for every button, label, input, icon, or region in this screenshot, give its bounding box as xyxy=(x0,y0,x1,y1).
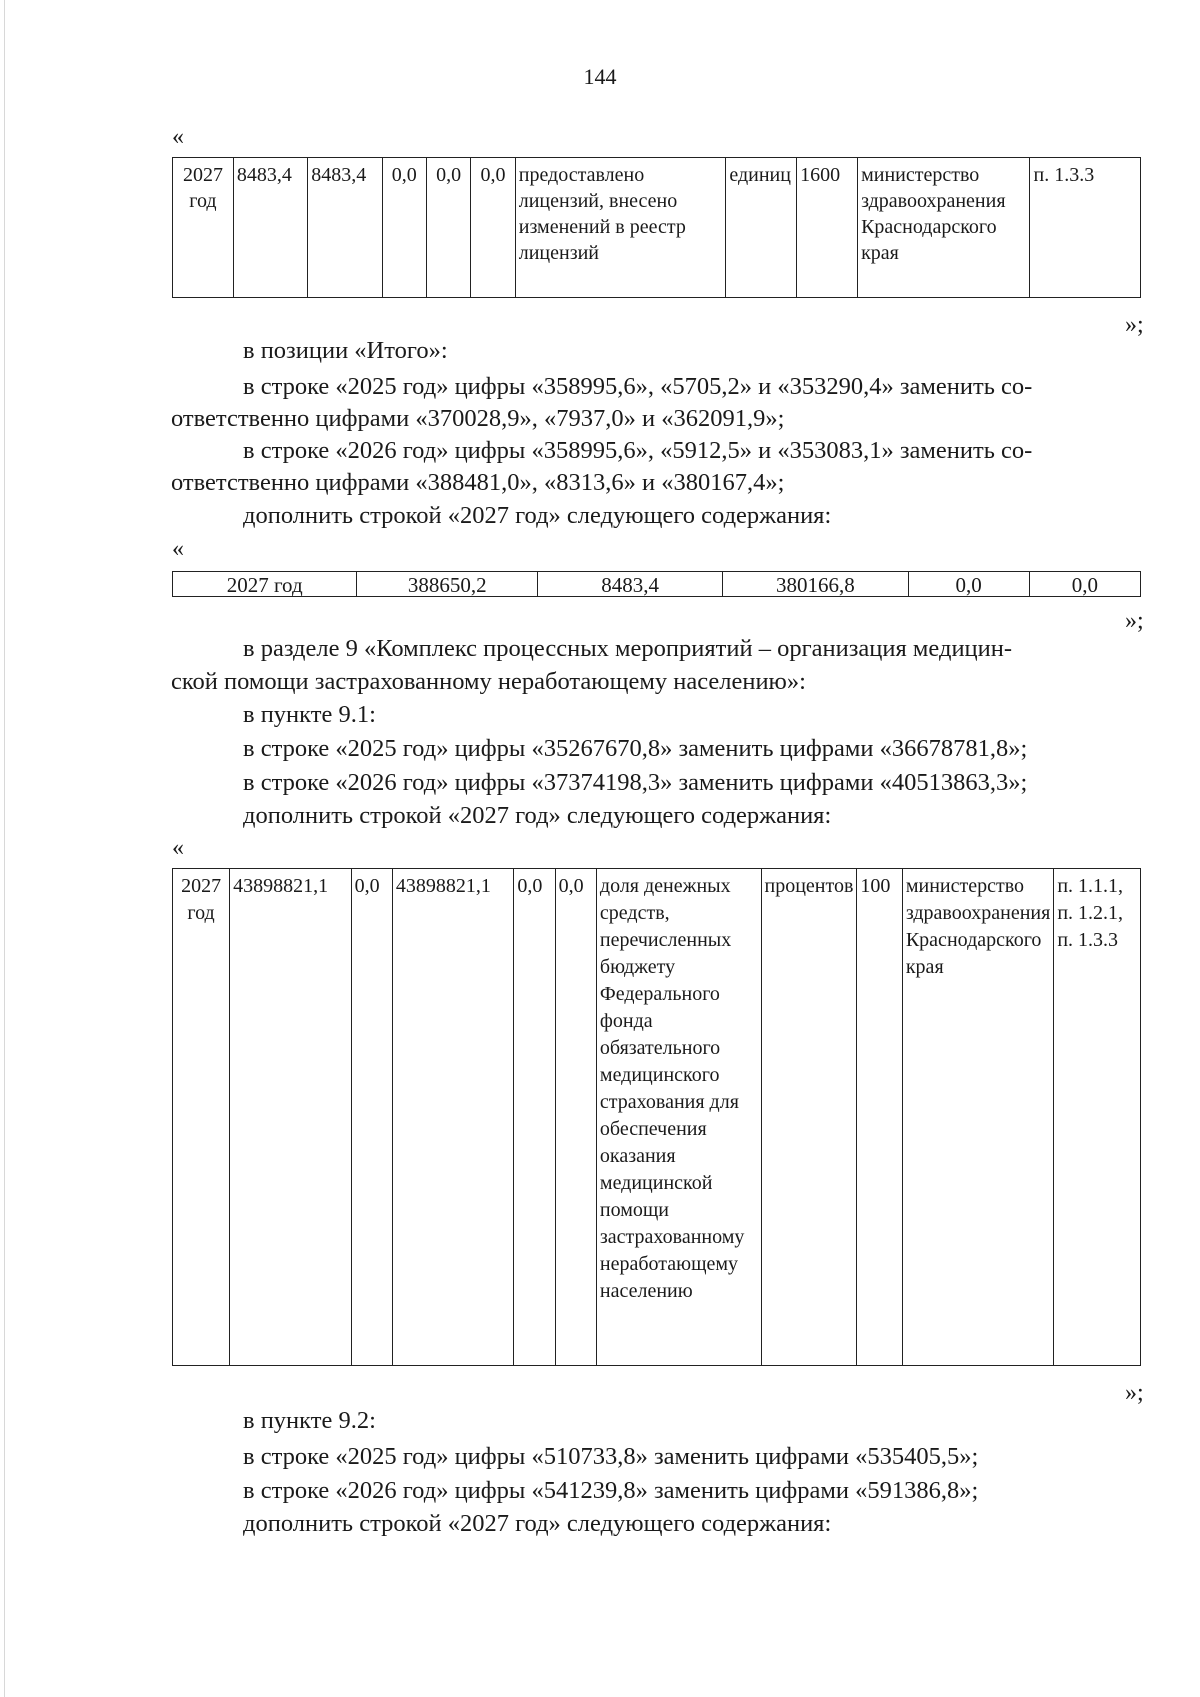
table-2 xyxy=(172,571,1141,597)
para2-line1: в разделе 9 «Комплекс процессных мероприятий – организация медицин- xyxy=(243,635,1013,662)
para3-line1: в пункте 9.2: xyxy=(243,1407,376,1434)
close-quote-2: »; xyxy=(1125,608,1144,634)
page-number: 144 xyxy=(583,64,617,89)
open-quote-2: « xyxy=(172,536,184,562)
table-3 xyxy=(172,868,1141,1366)
table1-reference: п. 1.3.3 xyxy=(1030,158,1141,298)
para2-line5: в строке «2026 год» цифры «37374198,3» заменить цифрами «40513863,3»; xyxy=(243,769,1028,796)
table-1 xyxy=(172,157,1141,298)
table1-indicator: предоставлено лицензий, внесено изменений в реестр лицензий xyxy=(515,158,726,298)
table3-executor: министерство здравоохранения Краснодарского края xyxy=(902,869,1053,1366)
table3-total: 43898821,1 xyxy=(230,869,351,1366)
table1-federal: 8483,4 xyxy=(308,158,382,298)
table3-federal: 0,0 xyxy=(351,869,392,1366)
table3-regional: 43898821,1 xyxy=(392,869,513,1366)
table1-other: 0,0 xyxy=(471,158,515,298)
table3-local: 0,0 xyxy=(514,869,555,1366)
para1-line6: дополнить строкой «2027 год» следующего содержания: xyxy=(243,502,832,529)
close-quote-1: »; xyxy=(1125,312,1144,338)
para1-line5: ответственно цифрами «388481,0», «8313,6» и «380167,4»; xyxy=(171,469,785,496)
para2-line4: в строке «2025 год» цифры «35267670,8» заменить цифрами «36678781,8»; xyxy=(243,735,1028,762)
table1-unit: единиц xyxy=(726,158,797,298)
para1-line4: в строке «2026 год» цифры «358995,6», «5912,5» и «353083,1» заменить со- xyxy=(243,437,1033,464)
table1-year: 2027 год xyxy=(173,158,234,298)
open-quote-1: « xyxy=(172,124,184,150)
table3-unit: процентов xyxy=(761,869,857,1366)
table1-value: 1600 xyxy=(797,158,858,298)
table2-year: 2027 год xyxy=(173,572,357,597)
para2-line2: ской помощи застрахованному неработающему населению»: xyxy=(171,668,806,695)
para1-line2: в строке «2025 год» цифры «358995,6», «5705,2» и «353290,4» заменить со- xyxy=(243,373,1033,400)
table3-reference: п. 1.1.1, п. 1.2.1, п. 1.3.3 xyxy=(1054,869,1141,1366)
table-row xyxy=(173,572,1141,597)
table3-value: 100 xyxy=(857,869,902,1366)
para3-line3: в строке «2026 год» цифры «541239,8» заменить цифрами «591386,8»; xyxy=(243,1477,979,1504)
table-row xyxy=(173,158,1141,298)
table1-total: 8483,4 xyxy=(233,158,307,298)
table2-other: 0,0 xyxy=(1029,572,1140,597)
table2-local: 0,0 xyxy=(908,572,1029,597)
table2-regional: 380166,8 xyxy=(723,572,909,597)
table1-executor: министерство здравоохранения Краснодарского края xyxy=(858,158,1030,298)
table1-regional: 0,0 xyxy=(382,158,426,298)
para3-line4: дополнить строкой «2027 год» следующего содержания: xyxy=(243,1510,832,1537)
table-row xyxy=(173,869,1141,1366)
table2-federal: 8483,4 xyxy=(538,572,723,597)
para1-line3: ответственно цифрами «370028,9», «7937,0» и «362091,9»; xyxy=(171,405,785,432)
para3-line2: в строке «2025 год» цифры «510733,8» заменить цифрами «535405,5»; xyxy=(243,1443,979,1470)
table3-indicator: доля денежных средств, перечисленных бюджету Федерального фонда обязательного медицинского страхования для обеспечения оказания медицинской помощи застрахованному неработающему населению xyxy=(596,869,761,1366)
scan-edge-line xyxy=(4,0,5,1697)
close-quote-3: »; xyxy=(1125,1380,1144,1406)
table3-other: 0,0 xyxy=(555,869,596,1366)
table3-year: 2027 год xyxy=(173,869,230,1366)
para1-line1: в позиции «Итого»: xyxy=(243,337,448,364)
para2-line3: в пункте 9.1: xyxy=(243,701,376,728)
para2-line6: дополнить строкой «2027 год» следующего содержания: xyxy=(243,802,832,829)
table1-local: 0,0 xyxy=(426,158,470,298)
table2-total: 388650,2 xyxy=(357,572,538,597)
open-quote-3: « xyxy=(172,835,184,861)
